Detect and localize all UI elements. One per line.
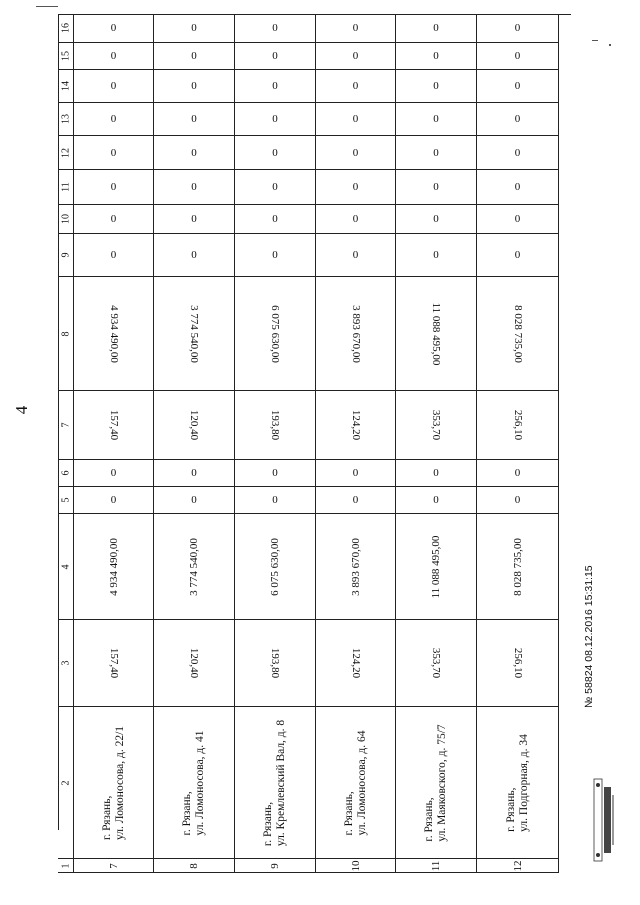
value-cell (74, 234, 154, 277)
amount-value: 3 893 670,00 (349, 537, 362, 596)
column-number-label: 2 (60, 780, 71, 785)
value-cell (235, 620, 316, 707)
zero-value: 0 (191, 181, 197, 193)
amount-value: 193,80 (269, 409, 281, 441)
value-cell (396, 43, 477, 70)
value-cell (74, 460, 154, 487)
address-text (423, 724, 449, 841)
row-number-cell (235, 859, 316, 873)
address-city: г. Рязань, (181, 790, 193, 836)
zero-value: 0 (272, 249, 278, 261)
value-cell (396, 170, 477, 205)
value-cell (316, 70, 396, 103)
zero-value: 0 (433, 213, 439, 225)
scan-mark (609, 44, 611, 46)
zero-value: 0 (110, 249, 117, 261)
amount-value: 120,40 (188, 409, 200, 441)
zero-value: 0 (514, 249, 521, 261)
amount-value: 4 934 490,00 (107, 304, 120, 363)
value-cell (477, 103, 559, 136)
zero-value: 0 (191, 22, 197, 34)
zero-value: 0 (433, 50, 439, 62)
row-number-cell (74, 859, 154, 873)
zero-value: 0 (272, 80, 278, 92)
zero-value: 0 (514, 113, 521, 125)
value-cell (74, 14, 154, 43)
zero-value: 0 (272, 213, 278, 225)
zero-value: 0 (514, 50, 521, 62)
value-cell (154, 205, 235, 234)
value-cell (235, 487, 316, 514)
zero-value: 0 (514, 181, 521, 193)
value-cell (74, 487, 154, 514)
value-cell (316, 170, 396, 205)
address-text (505, 734, 531, 832)
value-cell (154, 460, 235, 487)
zero-value: 0 (272, 494, 278, 506)
column-number-header (58, 620, 74, 707)
value-cell (74, 514, 154, 620)
value-cell (74, 277, 154, 391)
value-cell (477, 170, 559, 205)
zero-value: 0 (272, 181, 278, 193)
amount-value: 157,40 (107, 647, 120, 679)
column-number-header (58, 136, 74, 170)
amount-value: 6 075 630,00 (269, 304, 281, 363)
value-cell (235, 514, 316, 620)
column-number-label: 4 (60, 564, 71, 569)
value-cell (477, 514, 559, 620)
column-number-label: 6 (60, 470, 71, 476)
column-number-header (58, 277, 74, 391)
zero-value: 0 (191, 113, 197, 125)
zero-value: 0 (110, 113, 117, 125)
address-cell (235, 707, 316, 859)
zero-value: 0 (272, 113, 278, 125)
address-city: г. Рязань, (262, 801, 274, 846)
zero-value: 0 (433, 467, 439, 479)
zero-value: 0 (110, 146, 117, 159)
row-number-cell (477, 859, 559, 873)
value-cell (396, 620, 477, 707)
row-number: 12 (511, 860, 524, 871)
value-cell (477, 277, 559, 391)
value-cell (396, 103, 477, 136)
zero-value: 0 (433, 80, 439, 92)
column-number-header (58, 460, 74, 487)
column-number-label: 14 (60, 81, 71, 91)
amount-value: 256,10 (511, 647, 524, 679)
address-city: г. Рязань, (100, 795, 113, 840)
row-number-cell (316, 859, 396, 873)
value-cell (396, 14, 477, 43)
column-number-header (58, 514, 74, 620)
address-city: г. Рязань, (342, 790, 355, 836)
column-number-header (58, 205, 74, 234)
zero-value: 0 (272, 467, 278, 479)
value-cell (477, 620, 559, 707)
value-cell (316, 391, 396, 460)
value-cell (477, 460, 559, 487)
address-street: ул. Ломоносова, д. 41 (194, 729, 206, 836)
value-cell (154, 391, 235, 460)
zero-value: 0 (110, 181, 117, 193)
address-text (343, 730, 369, 835)
value-cell (477, 14, 559, 43)
value-cell (235, 136, 316, 170)
zero-value: 0 (191, 80, 197, 92)
value-cell (396, 391, 477, 460)
zero-value: 0 (110, 213, 117, 225)
zero-value: 0 (110, 22, 117, 34)
zero-value: 0 (352, 467, 359, 479)
column-number-header (58, 234, 74, 277)
amount-value: 8 028 735,00 (511, 304, 524, 363)
address-text (262, 719, 288, 845)
value-cell (316, 205, 396, 234)
zero-value: 0 (191, 146, 197, 159)
address-street: ул. Ломоносова, д. 22/1 (113, 725, 126, 840)
amount-value: 3 893 670,00 (349, 304, 362, 363)
value-cell (235, 205, 316, 234)
zero-value: 0 (191, 213, 197, 225)
value-cell (74, 391, 154, 460)
value-cell (477, 43, 559, 70)
value-cell (316, 487, 396, 514)
amount-value: 11 088 495,00 (430, 535, 442, 598)
zero-value: 0 (272, 50, 278, 62)
value-cell (477, 70, 559, 103)
value-cell (316, 514, 396, 620)
zero-value: 0 (352, 80, 359, 92)
zero-value: 0 (110, 50, 117, 62)
column-number-header (58, 707, 74, 859)
value-cell (154, 487, 235, 514)
zero-value: 0 (352, 146, 359, 159)
value-cell (477, 205, 559, 234)
value-cell (154, 14, 235, 43)
row-number: 7 (107, 862, 120, 869)
value-cell (235, 14, 316, 43)
amount-value: 3 774 540,00 (188, 304, 200, 363)
zero-value: 0 (433, 181, 439, 193)
column-number-header (58, 391, 74, 460)
column-number-label: 8 (60, 331, 71, 336)
address-city: г. Рязань, (423, 796, 435, 842)
value-cell (154, 43, 235, 70)
value-cell (235, 234, 316, 277)
column-number-header (58, 103, 74, 136)
zero-value: 0 (433, 113, 439, 125)
address-cell (396, 707, 477, 859)
zero-value: 0 (514, 22, 521, 34)
value-cell (74, 136, 154, 170)
value-cell (316, 103, 396, 136)
amount-value: 4 934 490,00 (107, 537, 120, 596)
row-number: 9 (269, 862, 281, 869)
amount-value: 120,40 (188, 647, 200, 679)
zero-value: 0 (352, 213, 359, 225)
value-cell (316, 277, 396, 391)
column-number-label: 15 (60, 51, 71, 61)
value-cell (235, 391, 316, 460)
zero-value: 0 (110, 494, 117, 506)
column-number-label: 5 (60, 497, 71, 503)
value-cell (74, 205, 154, 234)
zero-value: 0 (352, 181, 359, 193)
address-cell (154, 707, 235, 859)
column-number-label: 10 (60, 214, 71, 224)
value-cell (316, 43, 396, 70)
value-cell (477, 234, 559, 277)
address-text (181, 730, 207, 835)
value-cell (74, 43, 154, 70)
amount-value: 124,20 (349, 409, 362, 441)
value-cell (154, 70, 235, 103)
column-number-label: 11 (60, 182, 71, 192)
value-cell (235, 103, 316, 136)
scan-mark (592, 40, 598, 41)
value-cell (396, 460, 477, 487)
value-cell (154, 170, 235, 205)
amount-value: 353,70 (430, 647, 442, 679)
column-number-label: 1 (60, 863, 71, 868)
value-cell (74, 70, 154, 103)
value-cell (316, 136, 396, 170)
zero-value: 0 (110, 80, 117, 92)
zero-value: 0 (191, 50, 197, 62)
row-number: 8 (188, 862, 200, 869)
zero-value: 0 (433, 22, 439, 34)
zero-value: 0 (110, 467, 117, 479)
registry-seal-icon (591, 775, 617, 865)
column-number-label: 13 (60, 114, 71, 124)
address-street: ул. Подгорная, д. 34 (517, 733, 530, 832)
value-cell (154, 514, 235, 620)
value-cell (396, 514, 477, 620)
amount-value: 6 075 630,00 (269, 537, 281, 596)
value-cell (74, 170, 154, 205)
zero-value: 0 (514, 80, 521, 92)
zero-value: 0 (272, 146, 278, 159)
amount-value: 256,10 (511, 409, 524, 441)
value-cell (235, 70, 316, 103)
amount-value: 124,20 (349, 647, 362, 679)
zero-value: 0 (191, 467, 197, 479)
value-cell (396, 136, 477, 170)
column-number-header (58, 487, 74, 514)
value-cell (477, 487, 559, 514)
value-cell (74, 620, 154, 707)
page-number: 4 (12, 405, 31, 415)
amount-value: 353,70 (430, 409, 442, 441)
address-city: г. Рязань, (504, 786, 517, 832)
address-street: ул. Маяковского, д. 75/7 (436, 723, 448, 842)
zero-value: 0 (433, 494, 439, 506)
address-text (101, 725, 127, 839)
value-cell (396, 70, 477, 103)
column-number-header (58, 70, 74, 103)
value-cell (396, 234, 477, 277)
address-cell (74, 707, 154, 859)
amount-value: 3 774 540,00 (188, 537, 200, 596)
value-cell (316, 620, 396, 707)
value-cell (154, 103, 235, 136)
column-number-label: 12 (60, 147, 71, 158)
zero-value: 0 (352, 22, 359, 34)
amount-value: 157,40 (107, 409, 120, 441)
data-table (58, 14, 571, 871)
value-cell (396, 277, 477, 391)
value-cell (154, 277, 235, 391)
zero-value: 0 (352, 494, 359, 506)
address-street: ул. Кремлевский Вал, д. 8 (275, 719, 287, 846)
registration-stamp: № 58824 08.12.2016 15:31:15 (583, 565, 595, 708)
row-number-cell (396, 859, 477, 873)
value-cell (396, 487, 477, 514)
column-number-header (58, 170, 74, 205)
zero-value: 0 (352, 50, 359, 62)
zero-value: 0 (191, 249, 197, 261)
zero-value: 0 (272, 22, 278, 34)
zero-value: 0 (191, 494, 197, 506)
value-cell (235, 43, 316, 70)
value-cell (235, 170, 316, 205)
value-cell (316, 14, 396, 43)
column-number-header (58, 43, 74, 70)
amount-value: 8 028 735,00 (511, 537, 524, 596)
amount-value: 11 088 495,00 (430, 302, 442, 365)
column-number-header (58, 859, 74, 873)
row-number: 11 (430, 860, 442, 871)
row-number-cell (154, 859, 235, 873)
value-cell (316, 460, 396, 487)
value-cell (477, 391, 559, 460)
address-cell (316, 707, 396, 859)
zero-value: 0 (514, 213, 521, 225)
value-cell (154, 620, 235, 707)
address-street: ул. Ломоносова, д. 64 (355, 729, 368, 836)
zero-value: 0 (433, 146, 439, 159)
column-number-header (58, 14, 74, 43)
zero-value: 0 (433, 249, 439, 261)
value-cell (235, 277, 316, 391)
value-cell (235, 460, 316, 487)
value-cell (74, 103, 154, 136)
zero-value: 0 (352, 113, 359, 125)
zero-value: 0 (514, 467, 521, 479)
column-number-label: 3 (60, 660, 71, 666)
row-number: 10 (349, 860, 362, 871)
zero-value: 0 (514, 146, 521, 159)
amount-value: 193,80 (269, 647, 281, 679)
column-number-label: 9 (60, 252, 71, 258)
value-cell (154, 234, 235, 277)
value-cell (316, 234, 396, 277)
value-cell (396, 205, 477, 234)
value-cell (154, 136, 235, 170)
column-number-label: 7 (60, 422, 71, 428)
column-number-label: 16 (60, 23, 71, 33)
address-cell (477, 707, 559, 859)
zero-value: 0 (514, 494, 521, 506)
scan-mark (36, 6, 58, 7)
zero-value: 0 (352, 249, 359, 261)
value-cell (477, 136, 559, 170)
